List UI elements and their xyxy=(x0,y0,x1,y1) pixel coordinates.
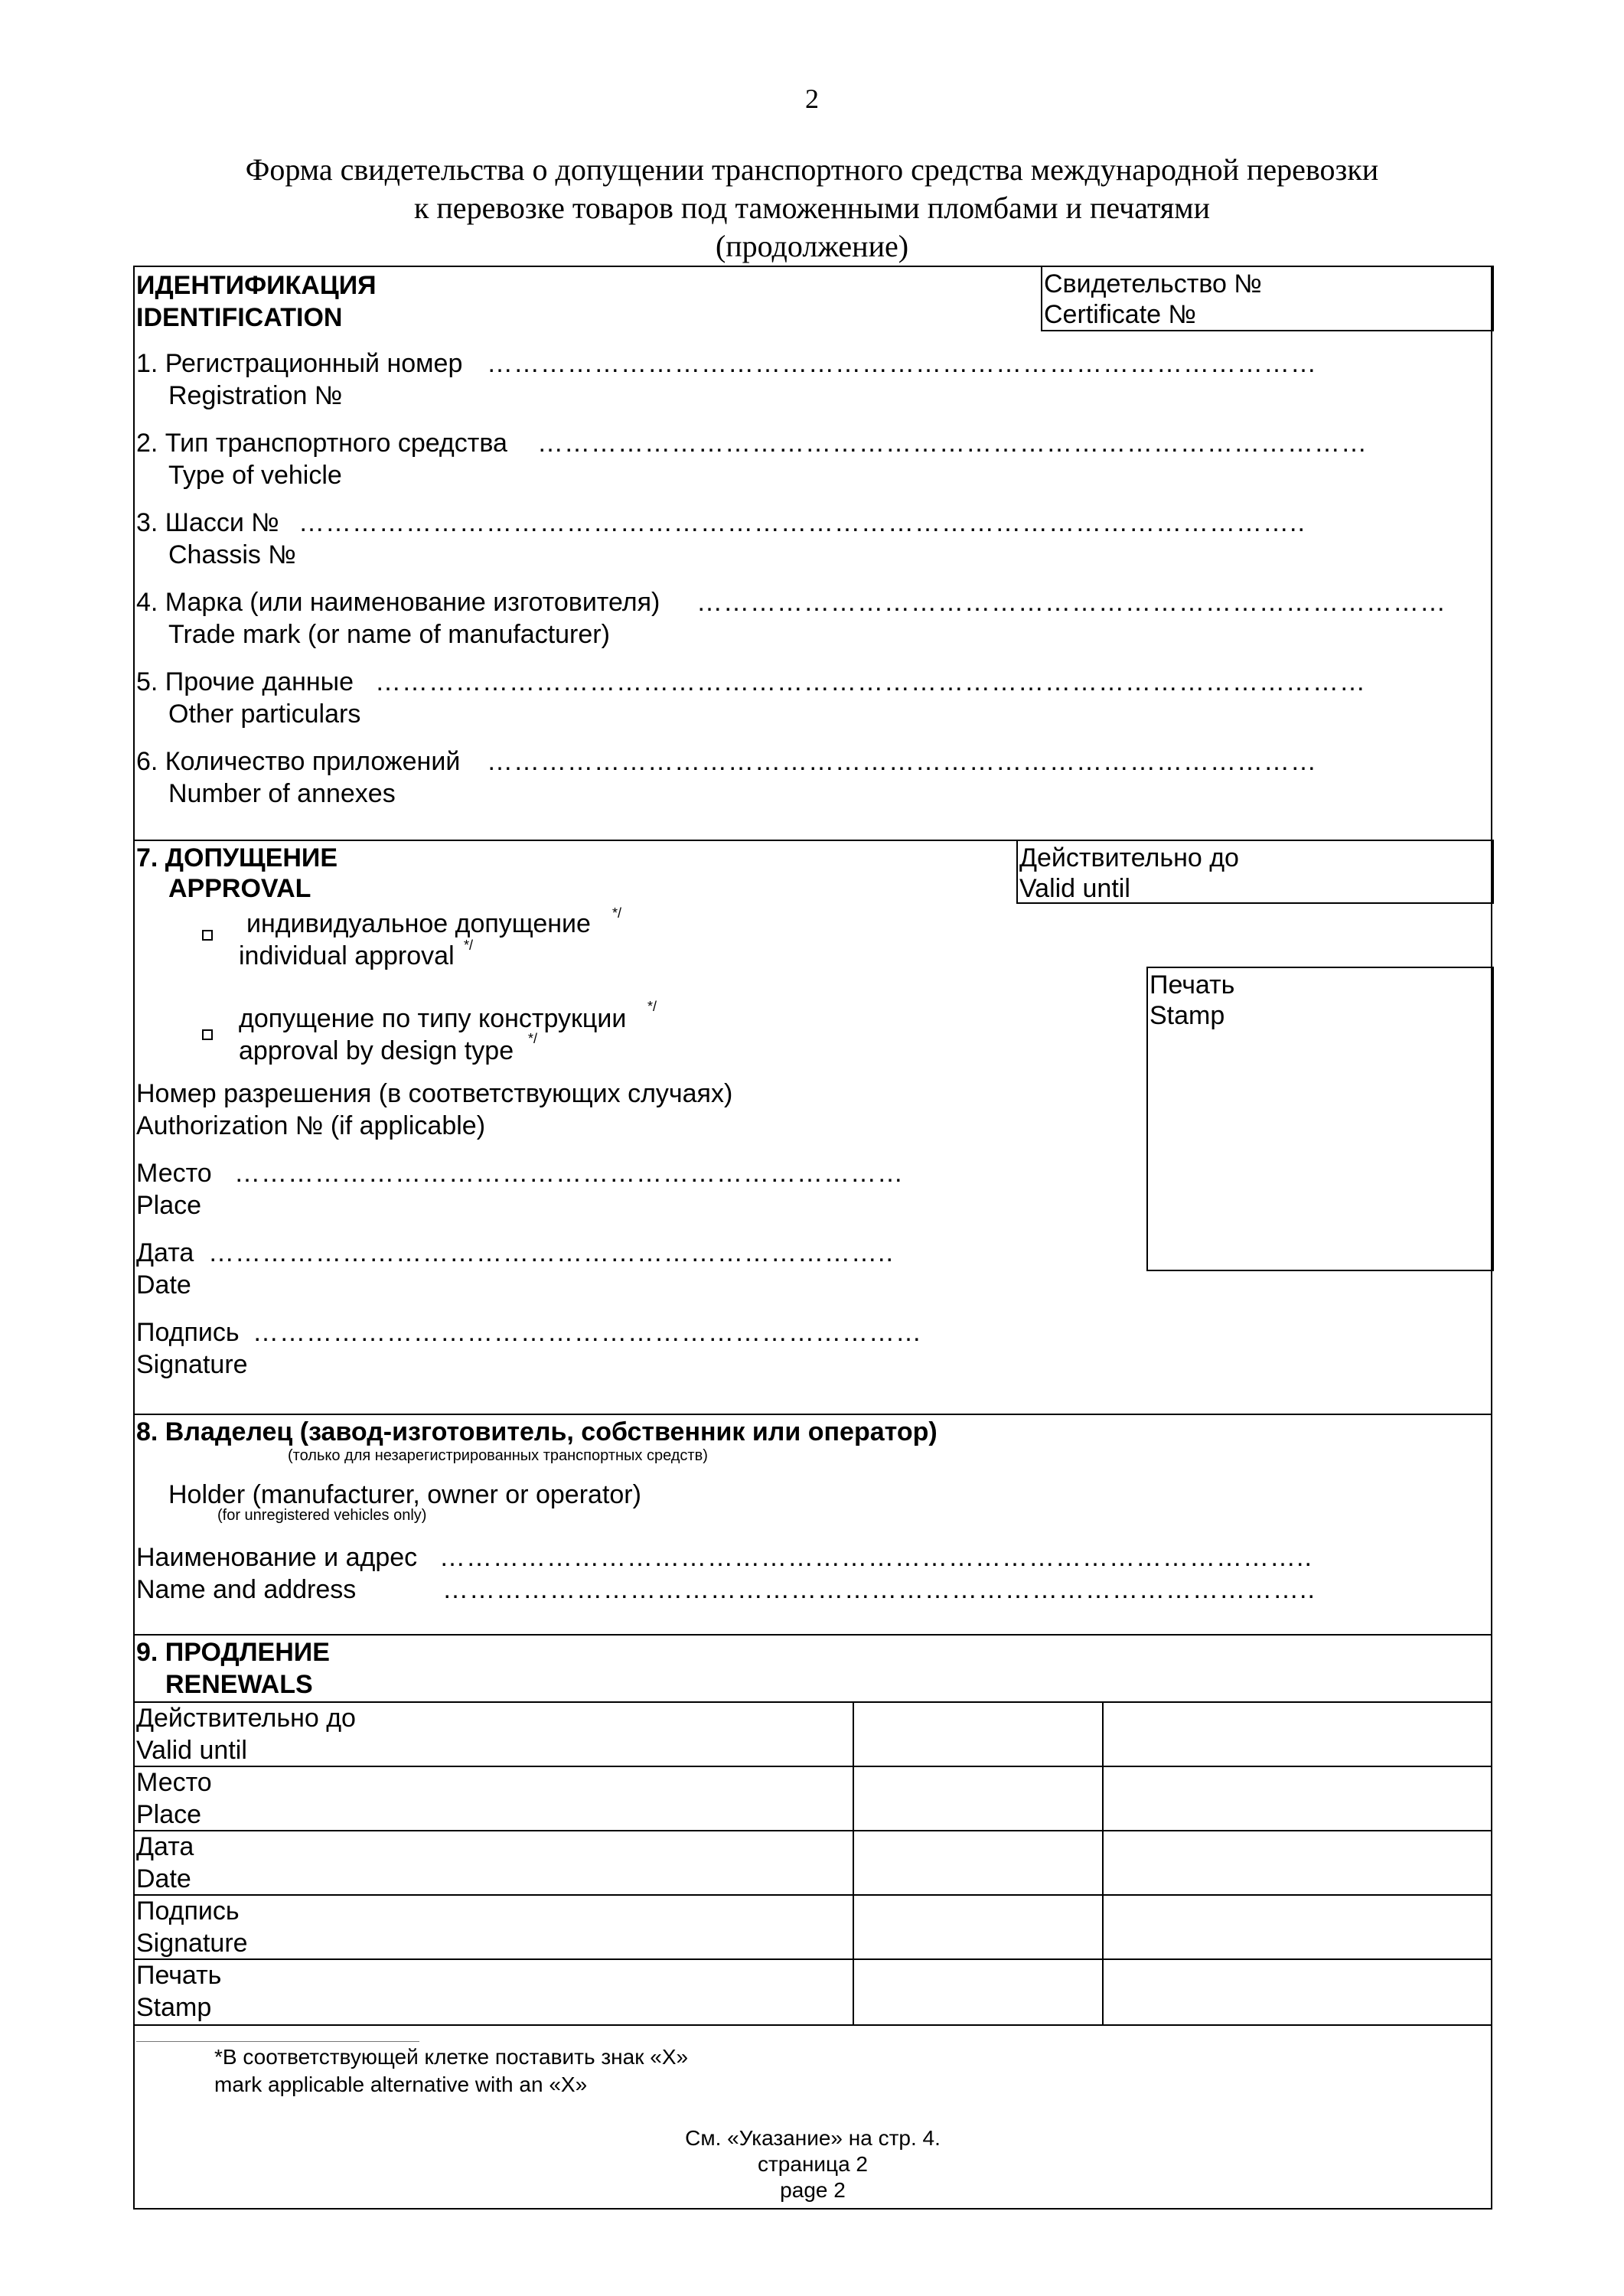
section-divider xyxy=(135,1414,1491,1415)
authorization-label-ru: Номер разрешения (в соответствующих случаях) xyxy=(136,1079,733,1108)
option-label-en: approval by design type xyxy=(239,1036,514,1065)
renewals-row-line xyxy=(135,1894,1491,1896)
field-dots: ………………………………………………………………………………… xyxy=(487,747,1317,776)
date-label-ru: Дата xyxy=(136,1238,194,1267)
certificate-label-en: Certificate № xyxy=(1044,300,1196,329)
field-label-ru: 4. Марка (или наименование изготовителя) xyxy=(136,588,660,617)
footnote-mark: */ xyxy=(528,1031,538,1046)
certificate-label-ru: Свидетельство № xyxy=(1044,269,1262,298)
field-label-en: Trade mark (or name of manufacturer) xyxy=(168,620,610,649)
field-label-ru: 2. Тип транспортного средства xyxy=(136,429,507,458)
footnote-mark: */ xyxy=(647,999,657,1014)
renewals-column-divider xyxy=(853,1701,854,2024)
row-label-en: Valid until xyxy=(136,1736,247,1765)
holder-note-en: (for unregistered vehicles only) xyxy=(217,1507,427,1524)
name-address-dots: …………………………………………………………………………………….. xyxy=(439,1543,1313,1572)
certificate-number-box[interactable] xyxy=(1041,266,1494,331)
place-label-ru: Место xyxy=(136,1159,212,1188)
field-label-ru: 1. Регистрационный номер xyxy=(136,349,463,378)
row-label-en: Place xyxy=(136,1800,202,1829)
stamp-label-en: Stamp xyxy=(1150,1001,1225,1030)
approval-header-ru: 7. ДОПУЩЕНИЕ xyxy=(136,843,338,872)
renewals-row-line xyxy=(135,1766,1491,1767)
footnote-mark: */ xyxy=(464,938,474,953)
field-dots: ………………………………………………………………………………… xyxy=(537,429,1368,458)
row-label-ru: Действительно до xyxy=(136,1704,356,1733)
field-dots: ………………………………………………………………………………… xyxy=(487,349,1317,378)
page-number: 2 xyxy=(805,83,819,114)
field-label-ru: 5. Прочие данные xyxy=(136,667,354,696)
date-label-en: Date xyxy=(136,1270,191,1300)
form-title-line-1: Форма свидетельства о допущении транспортного средства международной перевозки xyxy=(245,152,1379,187)
place-label-en: Place xyxy=(136,1191,202,1220)
footnote-en: mark applicable alternative with an «X» xyxy=(214,2073,588,2096)
field-label-en: Type of vehicle xyxy=(168,461,342,490)
signature-label-en: Signature xyxy=(136,1350,248,1379)
signature-dots: ………………………………………………………………… xyxy=(253,1318,922,1347)
renewals-header-ru: 9. ПРОДЛЕНИЕ xyxy=(136,1638,330,1667)
identification-header-en: IDENTIFICATION xyxy=(136,303,343,332)
page-label-ru: страница 2 xyxy=(757,2152,869,2176)
page-label-en: page 2 xyxy=(780,2178,846,2202)
field-label-ru: 6. Количество приложений xyxy=(136,747,461,776)
footnote-ru: *В соответствующей клетке поставить знак «X» xyxy=(214,2045,689,2069)
design-type-approval-checkbox[interactable] xyxy=(202,1029,213,1040)
option-label-ru: индивидуальное допущение xyxy=(246,909,591,938)
row-label-en: Stamp xyxy=(136,1993,212,2022)
row-label-ru: Дата xyxy=(136,1832,194,1861)
identification-header-ru: ИДЕНТИФИКАЦИЯ xyxy=(136,271,377,300)
valid-until-label-en: Valid until xyxy=(1019,874,1130,903)
field-dots: ………………………………………………………………………………………………….. xyxy=(298,508,1306,537)
option-label-en: individual approval xyxy=(239,941,455,970)
holder-header-en: Holder (manufacturer, owner or operator) xyxy=(168,1480,641,1509)
holder-header-ru: 8. Владелец (завод-изготовитель, собственник или оператор) xyxy=(136,1417,938,1446)
signature-label-ru: Подпись xyxy=(136,1318,240,1347)
form-title-line-3: (продолжение) xyxy=(715,229,909,263)
section-divider xyxy=(135,2024,1491,2026)
name-address-dots: …………………………………………………………………………………….. xyxy=(442,1575,1316,1604)
field-dots: ………………………………………………………………………… xyxy=(696,588,1446,617)
row-label-ru: Подпись xyxy=(136,1896,240,1926)
renewals-row-line xyxy=(135,1958,1491,1960)
valid-until-label-ru: Действительно до xyxy=(1019,843,1239,872)
field-label-en: Registration № xyxy=(168,381,343,410)
renewals-row-line xyxy=(135,1830,1491,1831)
date-dots: ………………………………………………………………….. xyxy=(208,1238,894,1267)
field-label-ru: 3. Шасси № xyxy=(136,508,279,537)
row-label-ru: Место xyxy=(136,1768,212,1797)
see-note-text: См. «Указание» на стр. 4. xyxy=(685,2126,941,2150)
field-label-en: Chassis № xyxy=(168,540,296,569)
section-divider xyxy=(135,1634,1491,1636)
individual-approval-checkbox[interactable] xyxy=(202,930,213,941)
stamp-label-ru: Печать xyxy=(1150,970,1235,1000)
row-label-en: Date xyxy=(136,1864,191,1893)
field-dots: ………………………………………………………………………………………………… xyxy=(375,667,1366,696)
option-label-ru: допущение по типу конструкции xyxy=(239,1004,627,1033)
field-label-en: Other particulars xyxy=(168,700,361,729)
row-label-en: Signature xyxy=(136,1929,248,1958)
footnote-mark: */ xyxy=(612,905,622,921)
form-title-line-2: к перевозке товаров под таможенными пломбами и печатями xyxy=(413,191,1211,225)
row-label-ru: Печать xyxy=(136,1961,222,1990)
place-dots: ………………………………………………………………… xyxy=(234,1159,904,1188)
certificate-form xyxy=(133,266,1492,2210)
name-address-label-ru: Наименование и адрес xyxy=(136,1543,418,1572)
approval-header-en: APPROVAL xyxy=(168,874,311,903)
renewals-column-divider xyxy=(1102,1701,1104,2024)
valid-until-box[interactable] xyxy=(1016,840,1494,904)
footnote-separator xyxy=(136,2041,419,2042)
authorization-label-en: Authorization № (if applicable) xyxy=(136,1111,486,1140)
renewals-header-en: RENEWALS xyxy=(165,1670,313,1699)
name-address-label-en: Name and address xyxy=(136,1575,357,1604)
holder-note-ru: (только для незарегистрированных транспортных средств) xyxy=(288,1447,708,1464)
stamp-box xyxy=(1146,967,1494,1271)
field-label-en: Number of annexes xyxy=(168,779,396,808)
